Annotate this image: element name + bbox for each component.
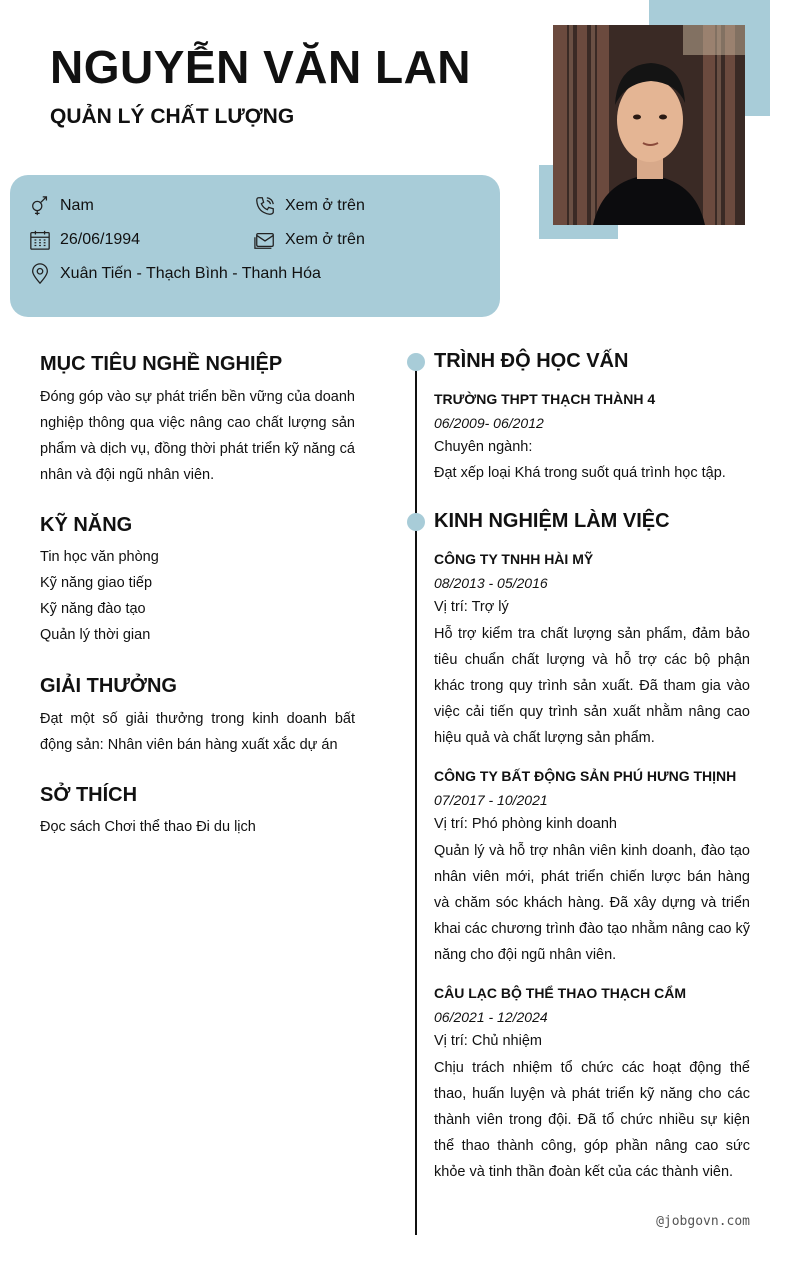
skills-heading: KỸ NĂNG [40, 514, 133, 536]
phone-icon [254, 195, 276, 217]
timeline-line [415, 362, 417, 1235]
birthday-value: 26/06/1994 [60, 231, 141, 248]
gender-row [29, 195, 94, 217]
education-heading: TRÌNH ĐỘ HỌC VẤN [434, 350, 629, 372]
awards-heading: GIẢI THƯỞNG [40, 675, 177, 697]
job-description: Hỗ trợ kiểm tra chất lượng sản phẩm, đảm bảo tiêu chuẩn chất lượng và hỗ trợ các bộ phận khác trong quy trình sản xuất. Đã tham gia vào việc cải tiến quy trình sản xuất nhằm nâng cao hiệu quả và chất lượng sản phẩm. [434, 626, 750, 746]
objective-heading: MỤC TIÊU NGHỀ NGHIỆP [40, 353, 283, 375]
job-company: CÔNG TY TNHH HÀI MỸ [434, 551, 594, 567]
birthday-row [29, 229, 140, 251]
education-note: Đạt xếp loại Khá trong suốt quá trình học tập. [434, 465, 726, 481]
education-period: 06/2009- 06/2012 [434, 415, 544, 431]
job-title: QUẢN LÝ CHẤT LƯỢNG [50, 105, 295, 128]
address-row [29, 263, 321, 285]
hobbies-text: Đọc sách Chơi thể thao Đi du lịch [40, 819, 256, 835]
education-major: Chuyên ngành: [434, 439, 533, 455]
skill-item: Tin học văn phòng [40, 549, 159, 565]
job-period: 07/2017 - 10/2021 [434, 792, 548, 808]
job-company: CÔNG TY BẤT ĐỘNG SẢN PHÚ HƯNG THỊNH [434, 768, 737, 784]
school-name: TRƯỜNG THPT THẠCH THÀNH 4 [434, 391, 656, 407]
awards-text: Đạt một số giải thưởng trong kinh doanh bất động sản: Nhân viên bán hàng xuất xắc dự án [40, 711, 355, 753]
job-position: Vị trí: Chủ nhiệm [434, 1033, 542, 1049]
job-position: Vị trí: Phó phòng kinh doanh [434, 816, 617, 832]
site-watermark: @jobgovn.com [656, 1214, 750, 1229]
experience-heading: KINH NGHIỆM LÀM VIỆC [434, 510, 670, 532]
calendar-icon [29, 229, 51, 251]
job-description: Chịu trách nhiệm tổ chức các hoạt động thể thao, huấn luyện và phát triển kỹ năng cho các thành viên trong đội. Đã tổ chức nhiều sự kiện thể thao thành công, góp phần nâng cao sức khỏe và tinh thần đoàn kết của các thành viên. [434, 1060, 750, 1180]
email-icon [254, 229, 276, 251]
gender-icon [29, 195, 51, 217]
job-position: Vị trí: Trợ lý [434, 599, 509, 615]
phone-value: Xem ở trên [285, 197, 365, 214]
skill-item: Quản lý thời gian [40, 627, 151, 643]
job-period: 06/2021 - 12/2024 [434, 1009, 548, 1025]
address-value: Xuân Tiến - Thạch Bình - Thanh Hóa [60, 265, 321, 282]
job-period: 08/2013 - 05/2016 [434, 575, 548, 591]
job-company: CÂU LẠC BỘ THỂ THAO THẠCH CẨM [434, 985, 686, 1001]
job-description: Quản lý và hỗ trợ nhân viên kinh doanh, đào tạo nhân viên mới, phát triển chiến lược bán hàng và chăm sóc khách hàng. Đã xây dựng và triển khai các chương trình đào tạo nhằm nâng cao kỹ năng cho đội ngũ nhân viên. [434, 843, 750, 963]
skill-item: Kỹ năng đào tạo [40, 601, 146, 617]
email-value: Xem ở trên [285, 231, 365, 248]
location-icon [29, 263, 51, 285]
phone-row [254, 195, 365, 217]
timeline-dot-experience [407, 513, 425, 531]
skill-item: Kỹ năng giao tiếp [40, 575, 153, 591]
gender-value: Nam [60, 197, 94, 214]
hobbies-heading: SỞ THÍCH [40, 784, 138, 806]
timeline-dot-education [407, 353, 425, 371]
profile-photo [553, 25, 745, 225]
candidate-name: NGUYỄN VĂN LAN [50, 41, 472, 93]
objective-text: Đóng góp vào sự phát triển bền vững của doanh nghiệp thông qua việc nâng cao chất lượng sản phẩm và dịch vụ, đồng thời phát triển kỹ năng cá nhân và đội ngũ nhân viên. [40, 389, 355, 483]
email-row [254, 229, 365, 251]
